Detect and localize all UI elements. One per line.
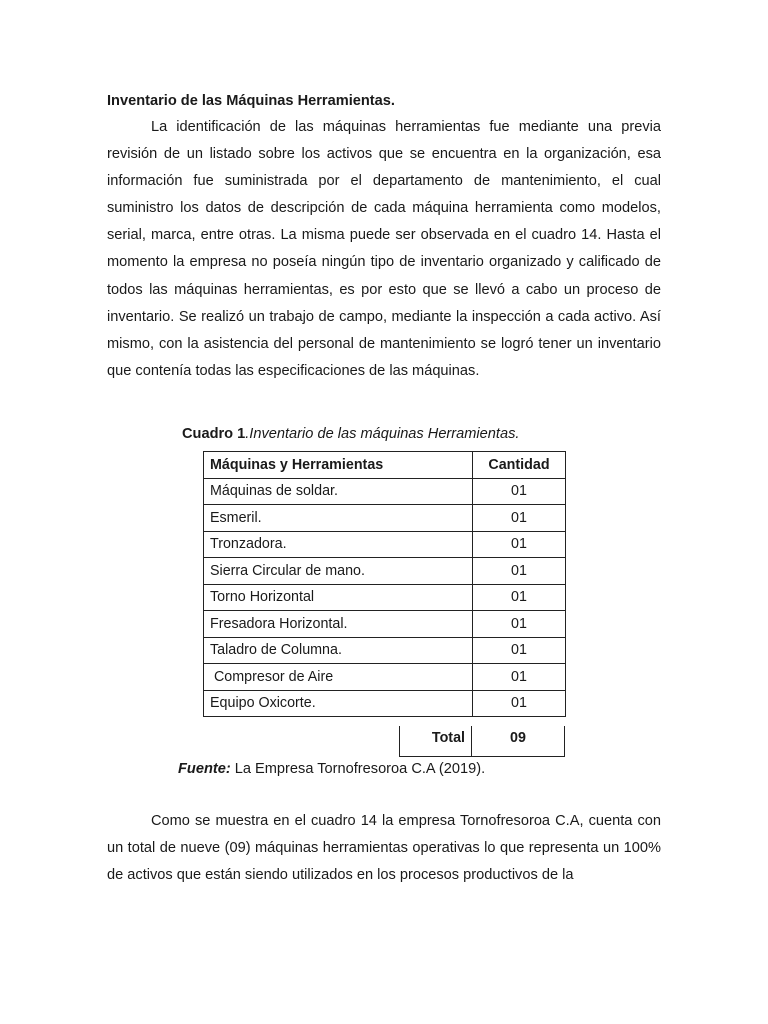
total-value: 09 (472, 726, 565, 757)
table-row (204, 478, 566, 505)
table-row (204, 637, 566, 664)
header-quantity: Cantidad (473, 452, 566, 479)
caption-title: .Inventario de las máquinas Herramientas. (245, 426, 520, 442)
total-label: Total (399, 726, 472, 757)
closing-paragraph-text: Como se muestra en el cuadro 14 la empresa Tornofresoroa C.A, cuenta con un total de nueve (09) máquinas herramientas operativas lo que representa un 100% de activos que están siendo utilizados en los procesos productivos de la (107, 813, 661, 884)
table-row (204, 558, 566, 585)
table-header-row (204, 452, 566, 479)
machine-name-cell: Equipo Oxicorte. (204, 690, 473, 717)
inventory-table (203, 451, 566, 717)
table-source (178, 760, 485, 778)
machine-name-cell: Máquinas de soldar. (204, 478, 473, 505)
quantity-cell: 01 (473, 531, 566, 558)
machine-name-cell: Esmeril. (204, 505, 473, 532)
quantity-cell: 01 (473, 558, 566, 585)
header-machines: Máquinas y Herramientas (204, 452, 473, 479)
quantity-cell: 01 (473, 637, 566, 664)
closing-paragraph (107, 808, 661, 889)
machine-name-cell: Taladro de Columna. (204, 637, 473, 664)
quantity-cell: 01 (473, 584, 566, 611)
intro-paragraph (107, 114, 661, 385)
quantity-cell: 01 (473, 505, 566, 532)
table-row (204, 505, 566, 532)
table-caption (182, 425, 519, 443)
table-row (204, 531, 566, 558)
quantity-cell: 01 (473, 664, 566, 691)
source-label: Fuente: (178, 761, 231, 777)
machine-name-cell: Sierra Circular de mano. (204, 558, 473, 585)
machine-name-cell: Compresor de Aire (204, 664, 473, 691)
machine-name-cell: Tronzadora. (204, 531, 473, 558)
table-row (204, 584, 566, 611)
quantity-cell: 01 (473, 478, 566, 505)
quantity-cell: 01 (473, 611, 566, 638)
table-row (204, 611, 566, 638)
intro-paragraph-text: La identificación de las máquinas herramientas fue mediante una previa revisión de un listado sobre los activos que se encuentra en la organización, esa información fue suministrada por el departamento de mantenimiento, el cual suministro los datos de descripción de cada máquina herramienta como modelos, serial, marca, entre otras. La misma puede ser observada en el cuadro 14. Hasta el momento la empresa no poseía ningún tipo de inventario organizado y calificado de todos las máquinas herramientas, es por esto que se llevó a cabo un proceso de inventario. Se realizó un trabajo de campo, mediante la inspección a cada activo. Así mismo, con la asistencia del personal de mantenimiento se logró tener un inventario que contenía todas las especificaciones de las máquinas. (107, 119, 661, 379)
machine-name-cell: Fresadora Horizontal. (204, 611, 473, 638)
table-row (204, 690, 566, 717)
machine-name-cell: Torno Horizontal (204, 584, 473, 611)
caption-label: Cuadro 1 (182, 426, 246, 442)
source-text: La Empresa Tornofresoroa C.A (2019). (230, 761, 486, 777)
quantity-cell: 01 (473, 690, 566, 717)
section-heading: Inventario de las Máquinas Herramientas. (107, 93, 395, 109)
table-total-row (399, 726, 565, 757)
table-row (204, 664, 566, 691)
